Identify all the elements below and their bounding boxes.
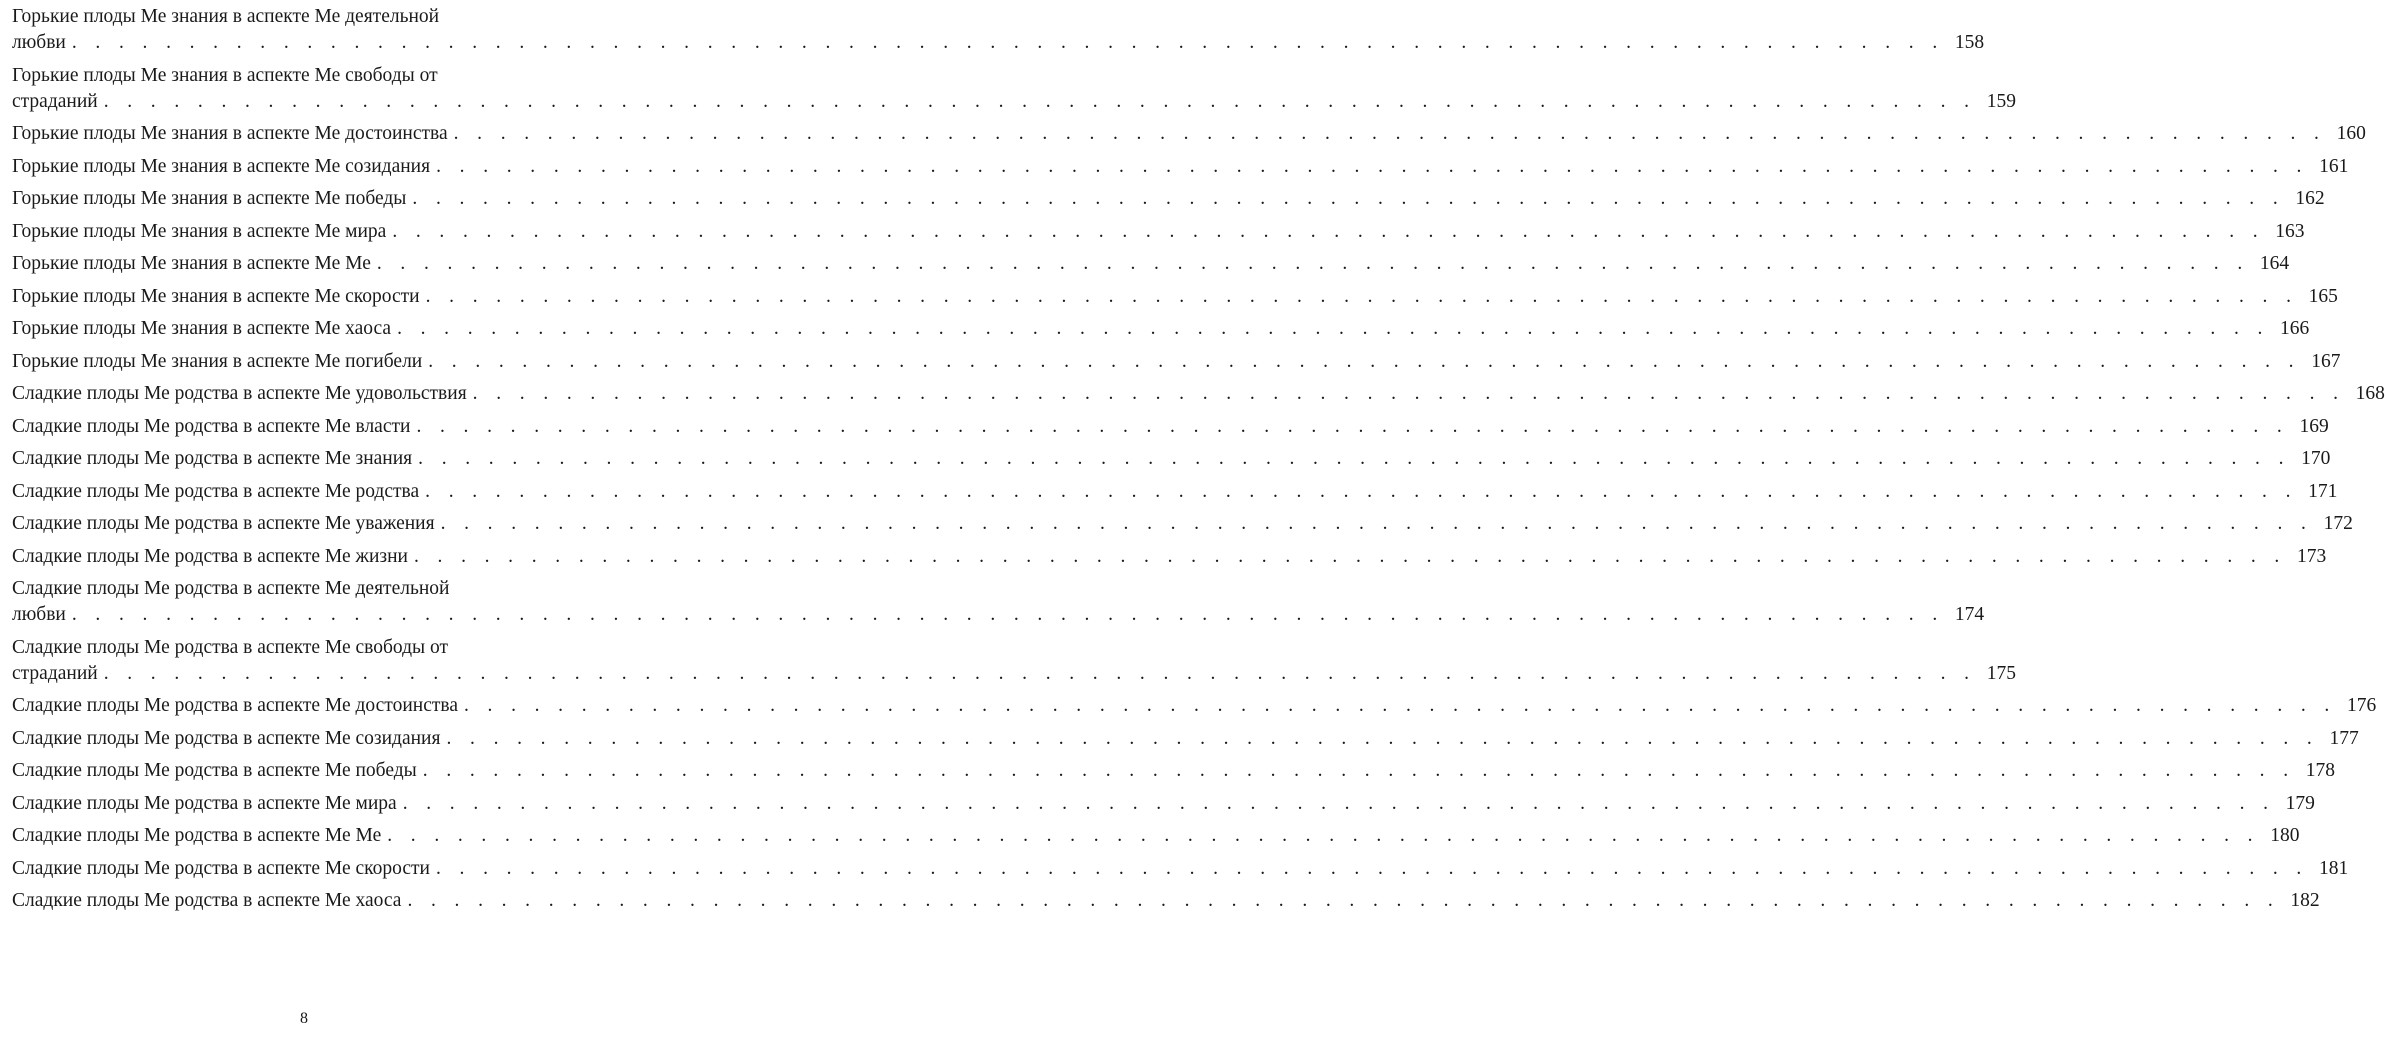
- toc-entry-row: [12, 251, 2290, 277]
- dot-leader: . . . . . . . . . . . . . . . . . . . . . . . . . . . . . . . . . . . . . . . . . . . . . . . . . . . . . . . . . . . . . . . . . . . . . . . . . . . . . . . .: [376, 253, 2250, 274]
- toc-entry-title-line: Горькие плоды Ме знания в аспекте Ме скорости: [12, 285, 420, 307]
- table-of-contents: [12, 4, 2385, 921]
- toc-page-number: 163: [2275, 220, 2305, 242]
- toc-entry-row: [12, 186, 2325, 212]
- toc-page-number: 178: [2305, 760, 2336, 781]
- toc-entry: [12, 726, 2359, 752]
- toc-entry-title-line: Сладкие плоды Ме родства в аспекте Ме жизни: [12, 545, 408, 567]
- dot-leader: . . . . . . . . . . . . . . . . . . . . . . . . . . . . . . . . . . . . . . . . . . . . . . . . . . . . . . . . . . . . . . . . . . . . . . . . . . . . . . . .: [472, 383, 2345, 404]
- toc-entry-row: [12, 381, 2385, 407]
- toc-entry: [12, 251, 2290, 277]
- toc-entry-title-line: Горькие плоды Ме знания в аспекте Ме мира: [12, 220, 387, 242]
- toc-page-number: 182: [2290, 890, 2320, 911]
- toc-page-number: 168: [2355, 383, 2385, 404]
- toc-entry: [12, 381, 2385, 407]
- toc-page-number: 158: [1954, 32, 1985, 53]
- dot-leader: . . . . . . . . . . . . . . . . . . . . . . . . . . . . . . . . . . . . . . . . . . . . . . . . . . . . . . . . . . . . . . . . . . . . . . . . . . . . . . . .: [425, 480, 2298, 502]
- toc-entry: [12, 349, 2341, 375]
- toc-entry: [12, 693, 2377, 719]
- toc-entry-title-line: Сладкие плоды Ме родства в аспекте Ме победы: [12, 760, 417, 781]
- dot-leader: . . . . . . . . . . . . . . . . . . . . . . . . . . . . . . . . . . . . . . . . . . . . . . . . . . . . . . . . . . . . . . . . . . . . . . . . . . . . . . . .: [392, 220, 2265, 242]
- toc-entry: [12, 446, 2331, 472]
- toc-page-number: 160: [2336, 123, 2366, 144]
- page-number: 8: [300, 1010, 308, 1027]
- toc-entry-row: [12, 856, 2349, 882]
- toc-entry: [12, 856, 2349, 882]
- toc-entry-title-line: Горькие плоды Ме знания в аспекте Ме победы: [12, 188, 407, 209]
- dot-leader: . . . . . . . . . . . . . . . . . . . . . . . . . . . . . . . . . . . . . . . . . . . . . . . . . . . . . . . . . . . . . . . . . . . . . . . . . . . . . . . .: [453, 123, 2326, 144]
- toc-entry-row: [12, 726, 2359, 752]
- toc-entry-row: [12, 446, 2331, 472]
- dot-leader: . . . . . . . . . . . . . . . . . . . . . . . . . . . . . . . . . . . . . . . . . . . . . . . . . . . . . . . . . . . . . . . . . . . . . . . . . . . . . . . .: [416, 415, 2289, 437]
- toc-entry-title-line: страданий: [12, 662, 98, 684]
- dot-leader: . . . . . . . . . . . . . . . . . . . . . . . . . . . . . . . . . . . . . . . . . . . . . . . . . . . . . . . . . . . . . . . . . . . . . . . . . . . . . . . .: [425, 285, 2298, 307]
- toc-entry-row: [12, 758, 2336, 784]
- toc-entry-title-line: Горькие плоды Ме знания в аспекте Ме погибели: [12, 350, 423, 372]
- toc-page-number: 177: [2329, 727, 2359, 749]
- toc-entry-row: [12, 544, 2327, 570]
- toc-entry-row: [12, 284, 2338, 310]
- toc-entry-row: [12, 89, 2016, 115]
- dot-leader: . . . . . . . . . . . . . . . . . . . . . . . . . . . . . . . . . . . . . . . . . . . . . . . . . . . . . . . . . . . . . . . . . . . . . . . . . . . . . . . .: [428, 350, 2301, 372]
- dot-leader: . . . . . . . . . . . . . . . . . . . . . . . . . . . . . . . . . . . . . . . . . . . . . . . . . . . . . . . . . . . . . . . . . . . . . . . . . . . . . . . .: [103, 90, 1976, 112]
- toc-entry-title-line: Сладкие плоды Ме родства в аспекте Ме власти: [12, 415, 411, 437]
- dot-leader: . . . . . . . . . . . . . . . . . . . . . . . . . . . . . . . . . . . . . . . . . . . . . . . . . . . . . . . . . . . . . . . . . . . . . . . . . . . . . . . .: [387, 825, 2260, 846]
- toc-entry-row: [12, 661, 2016, 687]
- toc-entry-title-line: Сладкие плоды Ме родства в аспекте Ме уважения: [12, 513, 435, 534]
- toc-entry-row: [12, 154, 2349, 180]
- dot-leader: . . . . . . . . . . . . . . . . . . . . . . . . . . . . . . . . . . . . . . . . . . . . . . . . . . . . . . . . . . . . . . . . . . . . . . . . . . . . . . . .: [103, 662, 1976, 684]
- toc-entry-title-line: Горькие плоды Ме знания в аспекте Ме деятельной: [12, 6, 440, 27]
- dot-leader: . . . . . . . . . . . . . . . . . . . . . . . . . . . . . . . . . . . . . . . . . . . . . . . . . . . . . . . . . . . . . . . . . . . . . . . . . . . . . . . .: [412, 188, 2285, 209]
- toc-entry: [12, 888, 2320, 914]
- toc-entry-row: [12, 414, 2329, 440]
- toc-page-number: 165: [2308, 285, 2338, 307]
- toc-entry-title-line: любви: [12, 32, 66, 53]
- toc-entry-row: [12, 349, 2341, 375]
- toc-entry: [12, 186, 2325, 212]
- toc-page-number: 162: [2295, 188, 2325, 209]
- toc-entry-row: [12, 316, 2310, 342]
- toc-entry-row: [12, 219, 2305, 245]
- dot-leader: . . . . . . . . . . . . . . . . . . . . . . . . . . . . . . . . . . . . . . . . . . . . . . . . . . . . . . . . . . . . . . . . . . . . . . . . . . . . . . . .: [402, 792, 2275, 814]
- toc-page-number: 167: [2311, 350, 2341, 372]
- toc-entry-title-line: Горькие плоды Ме знания в аспекте Ме свободы от: [12, 64, 438, 86]
- toc-entry-row: [12, 30, 1985, 56]
- toc-page-number: 173: [2296, 545, 2327, 567]
- toc-entry: [12, 544, 2327, 570]
- toc-entry-title-line: Горькие плоды Ме знания в аспекте Ме созидания: [12, 155, 431, 177]
- toc-page-number: 180: [2270, 825, 2300, 846]
- toc-entry-title-line: Сладкие плоды Ме родства в аспекте Ме созидания: [12, 727, 441, 749]
- toc-entry-title-line: страданий: [12, 90, 98, 112]
- toc-entry-title-line: Сладкие плоды Ме родства в аспекте Ме скорости: [12, 857, 430, 879]
- toc-entry: [12, 791, 2315, 817]
- toc-entry: [12, 284, 2338, 310]
- toc-page-number: 170: [2301, 448, 2331, 469]
- toc-entry: [12, 479, 2338, 505]
- toc-entry-row: [12, 479, 2338, 505]
- toc-entry-title-line: Сладкие плоды Ме родства в аспекте Ме свободы от: [12, 636, 448, 658]
- dot-leader: . . . . . . . . . . . . . . . . . . . . . . . . . . . . . . . . . . . . . . . . . . . . . . . . . . . . . . . . . . . . . . . . . . . . . . . . . . . . . . . .: [446, 727, 2319, 749]
- toc-entry-row: [12, 888, 2320, 914]
- toc-entry: [12, 121, 2366, 147]
- toc-entry: [12, 635, 2016, 687]
- toc-entry-title-line: Сладкие плоды Ме родства в аспекте Ме Ме: [12, 825, 382, 846]
- toc-entry-title-line: Сладкие плоды Ме родства в аспекте Ме мира: [12, 792, 397, 814]
- toc-page-number: 179: [2285, 792, 2315, 814]
- toc-entry-title-line: Сладкие плоды Ме родства в аспекте Ме родства: [12, 480, 420, 502]
- toc-entry-title-line: Сладкие плоды Ме родства в аспекте Ме знания: [12, 448, 413, 469]
- toc-entry-row: [12, 693, 2377, 719]
- dot-leader: . . . . . . . . . . . . . . . . . . . . . . . . . . . . . . . . . . . . . . . . . . . . . . . . . . . . . . . . . . . . . . . . . . . . . . . . . . . . . . . .: [463, 695, 2337, 716]
- toc-entry-row: [12, 602, 1985, 628]
- dot-leader: . . . . . . . . . . . . . . . . . . . . . . . . . . . . . . . . . . . . . . . . . . . . . . . . . . . . . . . . . . . . . . . . . . . . . . . . . . . . . . . .: [407, 890, 2280, 911]
- dot-leader: . . . . . . . . . . . . . . . . . . . . . . . . . . . . . . . . . . . . . . . . . . . . . . . . . . . . . . . . . . . . . . . . . . . . . . . . . . . . . . . .: [397, 318, 2270, 339]
- toc-page-number: 181: [2318, 857, 2349, 879]
- toc-page-number: 166: [2280, 318, 2310, 339]
- dot-leader: . . . . . . . . . . . . . . . . . . . . . . . . . . . . . . . . . . . . . . . . . . . . . . . . . . . . . . . . . . . . . . . . . . . . . . . . . . . . . . . .: [440, 513, 2313, 534]
- dot-leader: . . . . . . . . . . . . . . . . . . . . . . . . . . . . . . . . . . . . . . . . . . . . . . . . . . . . . . . . . . . . . . . . . . . . . . . . . . . . . . . .: [71, 604, 1945, 625]
- dot-leader: . . . . . . . . . . . . . . . . . . . . . . . . . . . . . . . . . . . . . . . . . . . . . . . . . . . . . . . . . . . . . . . . . . . . . . . . . . . . . . . .: [418, 448, 2291, 469]
- toc-entry-title-line: Сладкие плоды Ме родства в аспекте Ме достоинства: [12, 695, 458, 716]
- toc-entry: [12, 154, 2349, 180]
- toc-entry: [12, 576, 1985, 628]
- dot-leader: . . . . . . . . . . . . . . . . . . . . . . . . . . . . . . . . . . . . . . . . . . . . . . . . . . . . . . . . . . . . . . . . . . . . . . . . . . . . . . . .: [413, 545, 2287, 567]
- dot-leader: . . . . . . . . . . . . . . . . . . . . . . . . . . . . . . . . . . . . . . . . . . . . . . . . . . . . . . . . . . . . . . . . . . . . . . . . . . . . . . . .: [71, 32, 1945, 53]
- toc-entry-title-line: Горькие плоды Ме знания в аспекте Ме Ме: [12, 253, 371, 274]
- toc-entry: [12, 758, 2336, 784]
- toc-entry-row: [12, 121, 2366, 147]
- toc-entry-row: [12, 791, 2315, 817]
- dot-leader: . . . . . . . . . . . . . . . . . . . . . . . . . . . . . . . . . . . . . . . . . . . . . . . . . . . . . . . . . . . . . . . . . . . . . . . . . . . . . . . .: [435, 857, 2309, 879]
- toc-entry-row: [12, 511, 2353, 537]
- toc-page-number: 175: [1986, 662, 2016, 684]
- toc-entry: [12, 823, 2300, 849]
- toc-entry-title-line: Горькие плоды Ме знания в аспекте Ме хаоса: [12, 318, 392, 339]
- toc-entry-title-line: Сладкие плоды Ме родства в аспекте Ме деятельной: [12, 578, 450, 599]
- toc-page-number: 171: [2308, 480, 2338, 502]
- toc-entry: [12, 219, 2305, 245]
- toc-page-number: 176: [2346, 695, 2377, 716]
- toc-page-number: 172: [2323, 513, 2353, 534]
- toc-entry: [12, 63, 2016, 115]
- toc-entry-title-line: любви: [12, 604, 66, 625]
- toc-page-number: 159: [1986, 90, 2016, 112]
- toc-page-number: 169: [2299, 415, 2329, 437]
- toc-page-number: 164: [2259, 253, 2290, 274]
- toc-entry: [12, 316, 2310, 342]
- toc-page-number: 161: [2319, 155, 2349, 177]
- toc-entry-row: [12, 823, 2300, 849]
- toc-entry-title-line: Сладкие плоды Ме родства в аспекте Ме удовольствия: [12, 383, 467, 404]
- toc-entry-title-line: Горькие плоды Ме знания в аспекте Ме достоинства: [12, 123, 448, 144]
- toc-entry-title-line: Сладкие плоды Ме родства в аспекте Ме хаоса: [12, 890, 402, 911]
- toc-entry: [12, 414, 2329, 440]
- dot-leader: . . . . . . . . . . . . . . . . . . . . . . . . . . . . . . . . . . . . . . . . . . . . . . . . . . . . . . . . . . . . . . . . . . . . . . . . . . . . . . . .: [436, 155, 2309, 177]
- toc-entry: [12, 4, 1985, 56]
- dot-leader: . . . . . . . . . . . . . . . . . . . . . . . . . . . . . . . . . . . . . . . . . . . . . . . . . . . . . . . . . . . . . . . . . . . . . . . . . . . . . . . .: [422, 760, 2296, 781]
- toc-page-number: 174: [1954, 604, 1985, 625]
- toc-entry: [12, 511, 2353, 537]
